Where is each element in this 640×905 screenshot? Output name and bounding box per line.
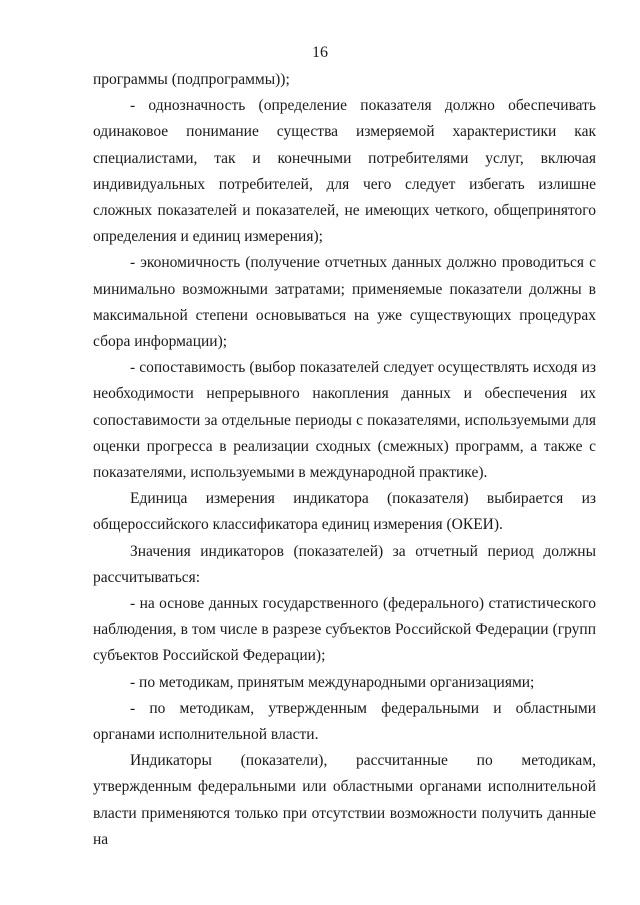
- paragraph-10: Индикаторы (показатели), рассчитанные по методикам, утвержденным федеральными или областными органами исполнительной власти применяются только при отсутствии возможности получить данные на: [93, 752, 596, 848]
- document-body: [93, 67, 596, 853]
- paragraph-1: программы (подпрограммы));: [93, 71, 290, 88]
- paragraph-8: - по методикам, принятым международными организациями;: [130, 673, 535, 691]
- paragraph-5: Единица измерения индикатора (показателя) выбирается из общероссийского классификатора единиц измерения (ОКЕИ).: [93, 490, 596, 534]
- paragraph-7: - на основе данных государственного (федерального) статистического наблюдения, в том числе в разрезе субъектов Российской Федерации (групп субъектов Российской Федерации);: [93, 595, 596, 665]
- paragraph-9: - по методикам, утвержденным федеральными и областными органами исполнительной власти.: [93, 699, 596, 744]
- paragraph-6: Значения индикаторов (показателей) за отчетный период должны рассчитываться:: [93, 542, 596, 586]
- page-number: 16: [312, 44, 328, 61]
- paragraph-2: - однозначность (определение показателя должно обеспечивать одинаковое понимание существа измеряемой характеристики как специалистами, так и конечными потребителями услуг, включая индивидуальных потребителей, для чего следует избегать излишне сложных показателей и показателей, не имеющих четкого, общепринятого определения и единиц измерения);: [93, 97, 596, 246]
- paragraph-3: - экономичность (получение отчетных данных должно проводиться с минимально возможными затратами; применяемые показатели должны в максимальной степени основываться на уже существующих процедурах сбора информации);: [93, 254, 596, 351]
- paragraph-4: - сопоставимость (выбор показателей следует осуществлять исходя из необходимости непрерывного накопления данных и обеспечения их сопоставимости за отдельные периоды с показателями, используемыми для оценки прогресса в реализации сходных (смежных) программ, а также с показателями, используемыми в международной практике).: [93, 359, 596, 482]
